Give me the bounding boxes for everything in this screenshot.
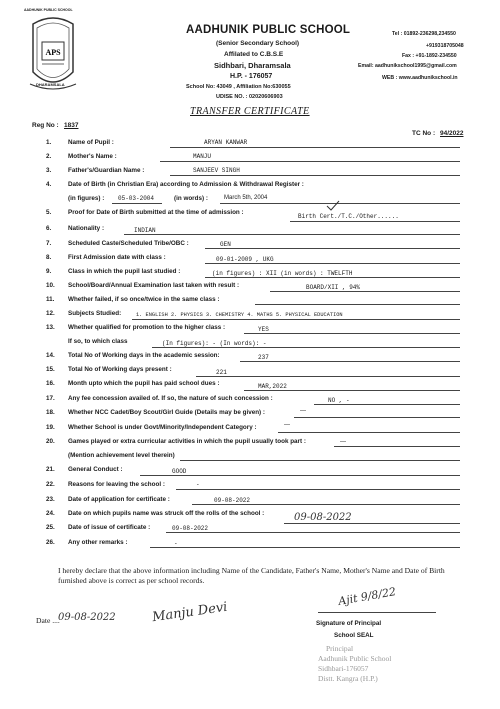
row-number: 13. bbox=[46, 324, 55, 331]
tick-mark-icon bbox=[326, 199, 340, 217]
row-number: 26. bbox=[46, 539, 55, 546]
affiliation: Affilated to C.B.S.E bbox=[224, 51, 284, 58]
field-value-higher-class: (In figures): - (In words): - bbox=[162, 340, 267, 347]
field-underline bbox=[244, 333, 460, 334]
declaration-text: I hereby declare that the above information including Name of the Candidate, Father's Name, Mother's Name and Date of Birth furnished above is correct as per school records. bbox=[58, 566, 445, 585]
field-label-father-name: Father's/Guardian Name : bbox=[68, 167, 145, 174]
field-value-pupil-name: ARYAN KANWAR bbox=[204, 139, 248, 146]
web: WEB : www.aadhunikschool.in bbox=[382, 75, 458, 81]
field-label-issue-date: Date of issue of certificate : bbox=[68, 524, 151, 531]
dob-figures-value: 05-03-2004 bbox=[118, 195, 155, 202]
field-label-leaving-reason: Reasons for leaving the school : bbox=[68, 481, 165, 488]
field-value-days-present: 221 bbox=[216, 369, 227, 376]
field-underline bbox=[170, 147, 460, 148]
field-label-days-present: Total No of Working days present : bbox=[68, 366, 172, 373]
field-underline bbox=[334, 446, 460, 447]
row-number: 18. bbox=[46, 409, 55, 416]
field-value-application-date: 09-08-2022 bbox=[214, 497, 251, 504]
signature-line bbox=[318, 612, 436, 613]
svg-text:APS: APS bbox=[45, 48, 61, 57]
field-value-dob-proof: Birth Cert./T.C./Other...... bbox=[298, 213, 399, 220]
row-number: 3. bbox=[46, 167, 52, 174]
field-value-dues: MAR,2022 bbox=[258, 383, 287, 390]
field-label-promotion: Whether qualified for promotion to the higher class : bbox=[68, 324, 226, 331]
field-underline bbox=[205, 277, 460, 278]
field-underline bbox=[150, 547, 460, 548]
field-value-games: — bbox=[340, 439, 346, 445]
row-number: 12. bbox=[46, 310, 55, 317]
field-value-ncc: — bbox=[300, 408, 306, 414]
field-underline bbox=[278, 432, 460, 433]
field-value-last-class: (in figures) : XII (in words) : TWELFTH bbox=[212, 270, 353, 277]
row-number: 17. bbox=[46, 395, 55, 402]
field-label-last-exam: School/Board/Annual Examination last taken with result : bbox=[68, 282, 240, 289]
dob-words-value: March 5th, 2004 bbox=[224, 195, 268, 201]
field-value-conduct: GOOD bbox=[172, 468, 187, 475]
row-number: 1. bbox=[46, 139, 52, 146]
principal-signature: Ajit 9/8/22 bbox=[337, 585, 397, 608]
logo-text-bottom: DHARAMSALA bbox=[36, 82, 65, 87]
tc-label: TC No : bbox=[412, 130, 436, 137]
field-value-school-category: — bbox=[284, 422, 290, 428]
school-type: (Senior Secondary School) bbox=[216, 40, 300, 47]
row-number: 7. bbox=[46, 240, 52, 247]
field-underline bbox=[205, 248, 460, 249]
field-value-working-days: 237 bbox=[258, 354, 269, 361]
field-underline bbox=[240, 361, 460, 362]
row-number: 25. bbox=[46, 524, 55, 531]
dob-words-label: (in words) : bbox=[174, 195, 208, 202]
logo-text-top: AADHUNIK PUBLIC SCHOOL bbox=[24, 8, 73, 12]
field-underline bbox=[196, 376, 460, 377]
field-value-mother-name: MANJU bbox=[193, 153, 212, 160]
field-underline bbox=[220, 203, 460, 204]
field-underline bbox=[132, 319, 460, 320]
field-value-issue-date: 09-08-2022 bbox=[172, 525, 209, 532]
school-no: School No: 43049 , Affiliation No:630055 bbox=[186, 84, 291, 90]
field-underline bbox=[152, 347, 460, 348]
tc-no: 94/2022 bbox=[440, 130, 464, 137]
row-number: 15. bbox=[46, 366, 55, 373]
field-label-ncc: Whether NCC Cadet/Boy Scout/Girl Guide (Details may be given) : bbox=[68, 409, 265, 416]
field-label-dob-proof: Proof for Date of Birth submitted at the time of admission : bbox=[68, 209, 244, 216]
field-label-achievement: (Mention achievement level therein) bbox=[68, 452, 175, 459]
date-label: Date .... bbox=[36, 616, 60, 625]
udise-no: UDISE NO. : 02020606903 bbox=[216, 94, 283, 100]
field-label-games: Games played or extra curricular activities in which the pupil usually took part : bbox=[68, 438, 306, 445]
field-value-promotion: YES bbox=[258, 326, 269, 333]
document-title: TRANSFER CERTIFICATE bbox=[190, 106, 310, 117]
field-label-last-class: Class in which the pupil last studied : bbox=[68, 268, 181, 275]
field-value-category: GEN bbox=[220, 241, 231, 248]
field-label-nationality: Nationality : bbox=[68, 225, 105, 232]
row-number: 24. bbox=[46, 510, 55, 517]
field-label-subjects: Subjects Studied: bbox=[68, 310, 122, 317]
field-underline bbox=[124, 234, 460, 235]
reg-no: 1837 bbox=[64, 122, 79, 129]
field-value-fee-concession: NO , - bbox=[328, 397, 350, 404]
field-value-struck-off-date: 09-08-2022 bbox=[294, 512, 352, 523]
field-underline bbox=[170, 175, 460, 176]
seal-label: School SEAL bbox=[334, 632, 374, 639]
field-label-remarks: Any other remarks : bbox=[68, 539, 128, 546]
row-number: 5. bbox=[46, 209, 52, 216]
field-value-father-name: SANJEEV SINGH bbox=[193, 167, 240, 174]
tel: Tel : 01892-236298,234550 bbox=[392, 31, 456, 37]
row-number: 8. bbox=[46, 254, 52, 261]
field-label-mother-name: Mother's Name : bbox=[68, 153, 117, 160]
row-number: 22. bbox=[46, 481, 55, 488]
field-value-leaving-reason: - bbox=[196, 481, 200, 488]
field-underline bbox=[284, 523, 460, 524]
field-underline bbox=[160, 161, 460, 162]
tel2: +919318705048 bbox=[426, 43, 464, 49]
school-pin: H.P. - 176057 bbox=[230, 73, 273, 80]
fax: Fax : +91-1892-234550 bbox=[402, 53, 457, 59]
field-underline bbox=[290, 221, 460, 222]
stamp-district: Distt. Kangra (H.P.) bbox=[318, 674, 378, 683]
field-underline bbox=[244, 390, 460, 391]
row-number: 21. bbox=[46, 466, 55, 473]
field-underline bbox=[166, 532, 460, 533]
field-underline bbox=[180, 460, 460, 461]
row-number: 23. bbox=[46, 496, 55, 503]
field-label-category: Scheduled Caste/Scheduled Tribe/OBC : bbox=[68, 240, 189, 247]
field-label-application-date: Date of application for certificate : bbox=[68, 496, 170, 503]
field-label-higher-class: If so, to which class bbox=[68, 338, 128, 345]
date-value: 09-08-2022 bbox=[58, 612, 116, 623]
school-name: AADHUNIK PUBLIC SCHOOL bbox=[186, 24, 351, 36]
stamp-principal: Principal bbox=[326, 644, 354, 653]
row-number: 20. bbox=[46, 438, 55, 445]
reg-label: Reg No : bbox=[32, 122, 59, 129]
field-label-dob: Date of Birth (in Christian Era) according to Admission & Withdrawal Register : bbox=[68, 181, 304, 188]
field-value-last-exam: BOARD/XII , 94% bbox=[306, 284, 361, 291]
field-label-conduct: General Conduct : bbox=[68, 466, 123, 473]
row-number: 9. bbox=[46, 268, 52, 275]
row-number: 6. bbox=[46, 225, 52, 232]
dob-figures-label: (in figures) : bbox=[68, 195, 105, 202]
field-underline bbox=[314, 404, 460, 405]
field-label-dues: Month upto which the pupil has paid school dues : bbox=[68, 380, 220, 387]
field-label-working-days: Total No of Working days in the academic session: bbox=[68, 352, 220, 359]
field-underline bbox=[140, 475, 460, 476]
field-label-school-category: Whether School is under Govt/Minority/Independent Category : bbox=[68, 424, 257, 431]
field-label-struck-off-date: Date on which pupils name was struck off the rolls of the school : bbox=[68, 510, 265, 517]
stamp-address: Sidhbari-176057 bbox=[318, 664, 369, 673]
row-number: 4. bbox=[46, 181, 52, 188]
principal-label: Signature of Principal bbox=[316, 620, 382, 627]
field-value-nationality: INDIAN bbox=[134, 227, 156, 234]
field-underline bbox=[255, 304, 460, 305]
parent-signature: Manju Devi bbox=[151, 599, 229, 626]
field-underline bbox=[205, 263, 460, 264]
field-underline bbox=[294, 417, 460, 418]
row-number: 11. bbox=[46, 296, 55, 303]
field-label-failed: Whether failed, if so once/twice in the same class : bbox=[68, 296, 220, 303]
row-number: 14. bbox=[46, 352, 55, 359]
field-underline bbox=[192, 504, 460, 505]
field-underline bbox=[112, 203, 162, 204]
field-underline bbox=[176, 489, 460, 490]
field-label-first-admission: First Admission date with class : bbox=[68, 254, 166, 261]
email: Email: aadhunikschool1995@gmail.com bbox=[358, 63, 457, 69]
field-value-first-admission: 09-01-2009 , UKG bbox=[216, 256, 274, 263]
stamp-school-name: Aadhunik Public School bbox=[318, 654, 392, 663]
row-number: 19. bbox=[46, 424, 55, 431]
row-number: 10. bbox=[46, 282, 55, 289]
field-label-pupil-name: Name of Pupil : bbox=[68, 139, 114, 146]
field-value-remarks: - bbox=[174, 540, 178, 547]
row-number: 2. bbox=[46, 153, 52, 160]
field-value-subjects: 1. ENGLISH 2. PHYSICS 3. CHEMISTRY 4. MATHS 5. PHYSICAL EDUCATION bbox=[136, 312, 343, 318]
row-number: 16. bbox=[46, 380, 55, 387]
field-underline bbox=[270, 291, 460, 292]
field-label-fee-concession: Any fee concession availed of. If so, the nature of such concession : bbox=[68, 395, 273, 402]
school-address: Sidhbari, Dharamsala bbox=[214, 61, 291, 70]
